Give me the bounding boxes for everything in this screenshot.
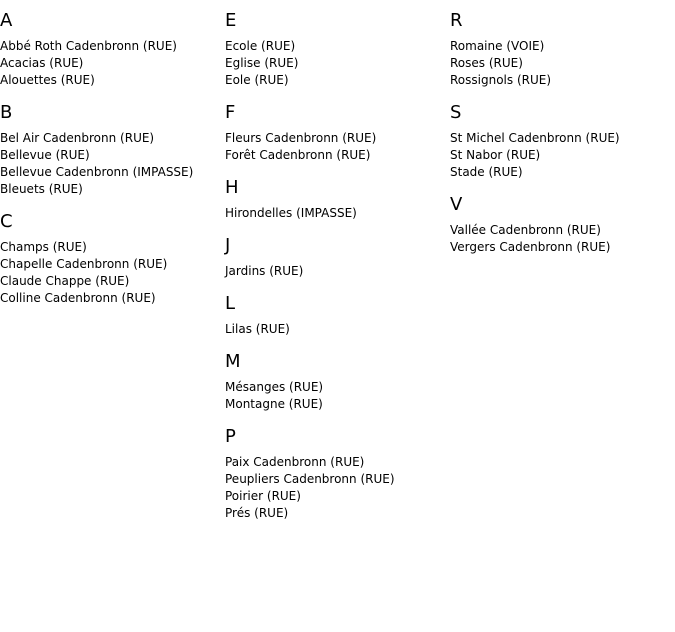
letter-group-l	[225, 291, 445, 338]
street-link[interactable]: Champs (RUE)	[0, 240, 87, 254]
letter-heading: S	[450, 102, 462, 123]
letter-group-c	[0, 209, 220, 307]
index-column-1	[0, 8, 220, 318]
letter-heading: C	[0, 211, 13, 232]
street-list	[0, 239, 220, 307]
street-link[interactable]: Eglise (RUE)	[225, 56, 299, 70]
street-link[interactable]: Alouettes (RUE)	[0, 73, 95, 87]
letter-heading: J	[225, 235, 231, 256]
letter-group-e	[225, 8, 445, 89]
street-link[interactable]: Eole (RUE)	[225, 73, 289, 87]
street-list	[0, 130, 220, 198]
street-link[interactable]: Jardins (RUE)	[225, 264, 304, 278]
street-link[interactable]: Romaine (VOIE)	[450, 39, 545, 53]
street-link[interactable]: Bellevue (RUE)	[0, 148, 90, 162]
letter-group-m	[225, 349, 445, 413]
street-link[interactable]: Roses (RUE)	[450, 56, 523, 70]
letter-heading: F	[225, 102, 236, 123]
letter-heading: R	[450, 10, 463, 31]
street-link[interactable]: Vallée Cadenbronn (RUE)	[450, 223, 601, 237]
letter-group-b	[0, 100, 220, 198]
street-link[interactable]: Fleurs Cadenbronn (RUE)	[225, 131, 377, 145]
letter-heading: E	[225, 10, 237, 31]
letter-group-j	[225, 233, 445, 280]
letter-group-p	[225, 424, 445, 522]
street-link[interactable]: Rossignols (RUE)	[450, 73, 552, 87]
street-link[interactable]: Prés (RUE)	[225, 506, 289, 520]
street-link[interactable]: Acacias (RUE)	[0, 56, 84, 70]
street-list	[225, 205, 445, 222]
street-link[interactable]: Bleuets (RUE)	[0, 182, 83, 196]
street-list	[225, 38, 445, 89]
letter-heading: A	[0, 10, 13, 31]
street-link[interactable]: Colline Cadenbronn (RUE)	[0, 291, 156, 305]
letter-group-f	[225, 100, 445, 164]
street-link[interactable]: Vergers Cadenbronn (RUE)	[450, 240, 611, 254]
index-column-3	[450, 8, 670, 267]
letter-group-s	[450, 100, 670, 181]
street-link[interactable]: Mésanges (RUE)	[225, 380, 324, 394]
street-link[interactable]: Paix Cadenbronn (RUE)	[225, 455, 365, 469]
street-list	[450, 222, 670, 256]
street-link[interactable]: Bellevue Cadenbronn (IMPASSE)	[0, 165, 194, 179]
letter-group-r	[450, 8, 670, 89]
street-link[interactable]: Lilas (RUE)	[225, 322, 290, 336]
street-list	[450, 38, 670, 89]
street-link[interactable]: Poirier (RUE)	[225, 489, 301, 503]
street-list	[225, 321, 445, 338]
letter-group-a	[0, 8, 220, 89]
street-list	[225, 454, 445, 522]
street-list	[0, 38, 220, 89]
street-list	[225, 130, 445, 164]
letter-group-v	[450, 192, 670, 256]
street-link[interactable]: Abbé Roth Cadenbronn (RUE)	[0, 39, 177, 53]
street-link[interactable]: Montagne (RUE)	[225, 397, 323, 411]
letter-heading: V	[450, 194, 463, 215]
letter-group-h	[225, 175, 445, 222]
street-link[interactable]: Peupliers Cadenbronn (RUE)	[225, 472, 395, 486]
street-list	[225, 379, 445, 413]
street-link[interactable]: St Michel Cadenbronn (RUE)	[450, 131, 620, 145]
street-link[interactable]: Hirondelles (IMPASSE)	[225, 206, 357, 220]
street-list	[225, 263, 445, 280]
street-link[interactable]: Bel Air Cadenbronn (RUE)	[0, 131, 155, 145]
letter-heading: L	[225, 293, 236, 314]
street-link[interactable]: Forêt Cadenbronn (RUE)	[225, 148, 371, 162]
street-link[interactable]: Ecole (RUE)	[225, 39, 296, 53]
letter-heading: M	[225, 351, 241, 372]
street-link[interactable]: Claude Chappe (RUE)	[0, 274, 130, 288]
letter-heading: H	[225, 177, 239, 198]
street-list	[450, 130, 670, 181]
index-column-2	[225, 8, 445, 533]
letter-heading: P	[225, 426, 236, 447]
street-link[interactable]: Stade (RUE)	[450, 165, 523, 179]
street-link[interactable]: Chapelle Cadenbronn (RUE)	[0, 257, 168, 271]
street-link[interactable]: St Nabor (RUE)	[450, 148, 541, 162]
letter-heading: B	[0, 102, 13, 123]
